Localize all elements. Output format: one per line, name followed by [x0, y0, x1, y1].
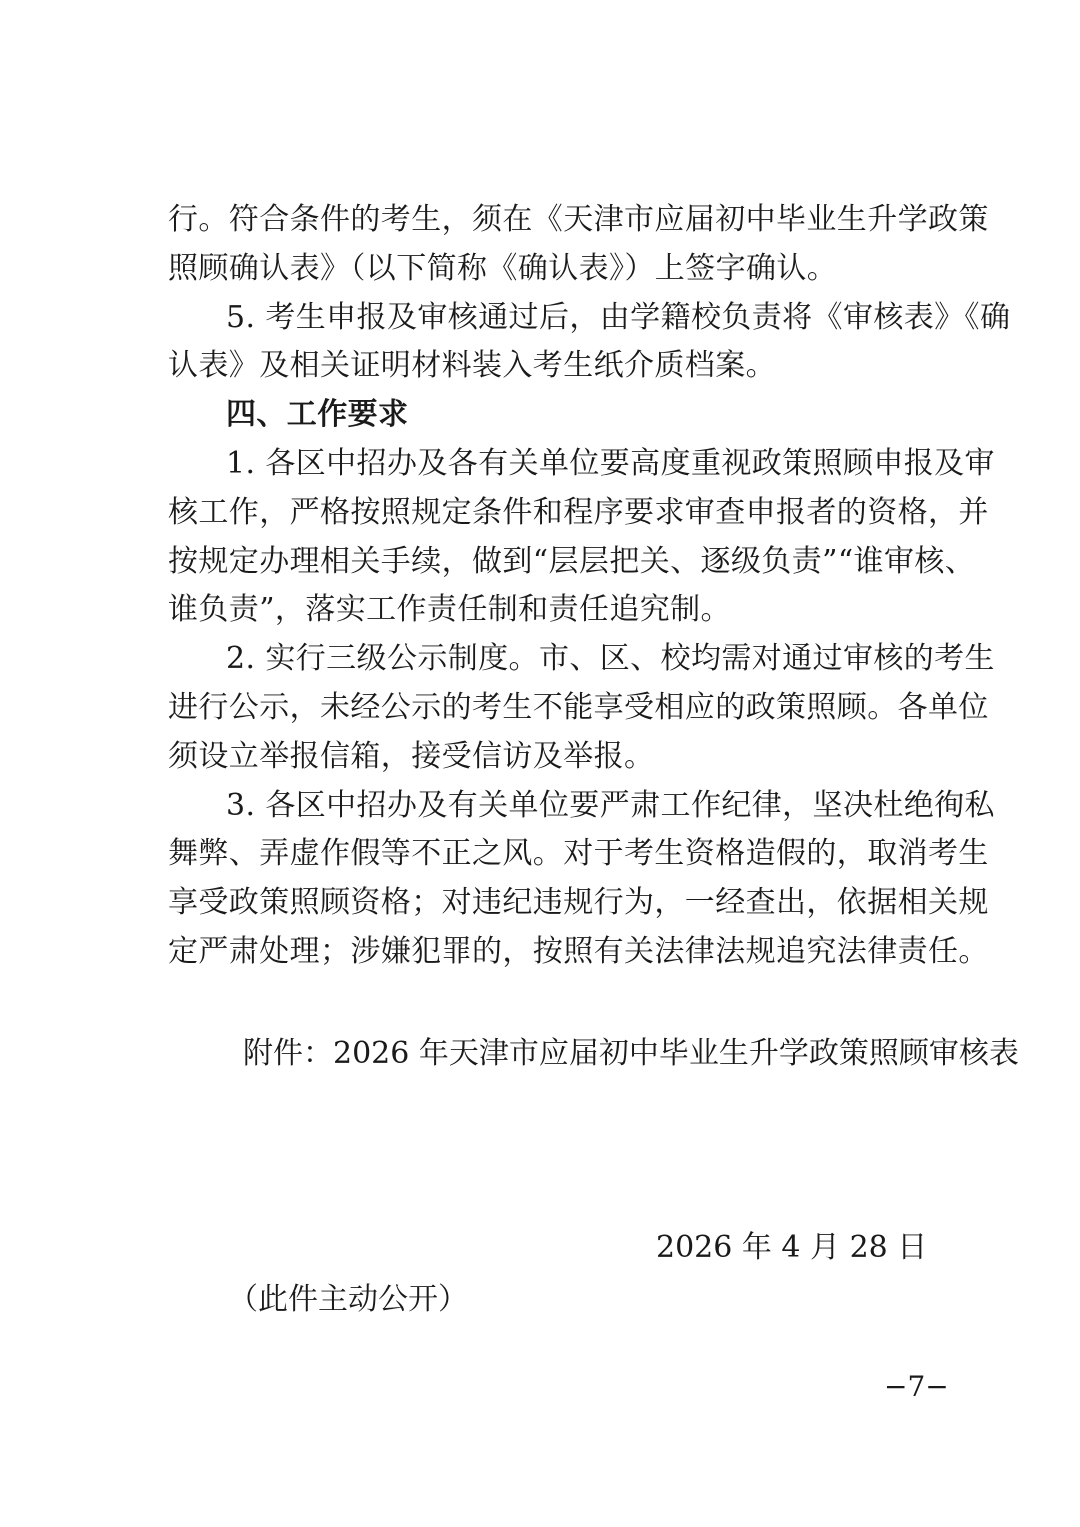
paragraph-line: 认表》及相关证明材料装入考生纸介质档案。	[168, 348, 776, 384]
page-number: −7−	[884, 1370, 949, 1403]
issue-date: 2026 年 4 月 28 日	[656, 1230, 928, 1265]
paragraph-line: 享受政策照顾资格；对违纪违规行为，一经查出，依据相关规	[168, 885, 989, 921]
paragraph-line: 须设立举报信箱，接受信访及举报。	[168, 738, 655, 774]
paragraph-line: 行。符合条件的考生，须在《天津市应届初中毕业生升学政策	[168, 202, 989, 237]
paragraph-line: 按规定办理相关手续，做到“层层把关、逐级负责”“谁审核、	[168, 543, 976, 579]
body-text	[168, 196, 1011, 977]
paragraph-line: 3. 各区中招办及有关单位要严肃工作纪律，坚决杜绝徇私	[226, 787, 995, 823]
section-heading: 四、工作要求	[226, 397, 409, 433]
paragraph-line: 5. 考生申报及审核通过后，由学籍校负责将《审核表》《确	[226, 299, 1011, 335]
public-disclosure-note: （此件主动公开）	[228, 1282, 468, 1317]
paragraph-line: 进行公示，未经公示的考生不能享受相应的政策照顾。各单位	[168, 689, 989, 725]
attachment-note: 附件：2026 年天津市应届初中毕业生升学政策照顾审核表	[243, 1036, 1019, 1071]
paragraph-line: 2. 实行三级公示制度。市、区、校均需对通过审核的考生	[226, 641, 995, 677]
paragraph-line: 核工作，严格按照规定条件和程序要求审查申报者的资格，并	[168, 494, 989, 530]
paragraph-line: 照顾确认表》（以下简称《确认表》）上签字确认。	[168, 250, 838, 286]
paragraph-line: 1. 各区中招办及各有关单位要高度重视政策照顾申报及审	[226, 445, 995, 481]
paragraph-line: 谁负责”，落实工作责任制和责任追究制。	[168, 592, 731, 628]
paragraph-line: 定严肃处理；涉嫌犯罪的，按照有关法律法规追究法律责任。	[168, 933, 989, 969]
paragraph-line: 舞弊、弄虚作假等不正之风。对于考生资格造假的，取消考生	[168, 836, 989, 872]
